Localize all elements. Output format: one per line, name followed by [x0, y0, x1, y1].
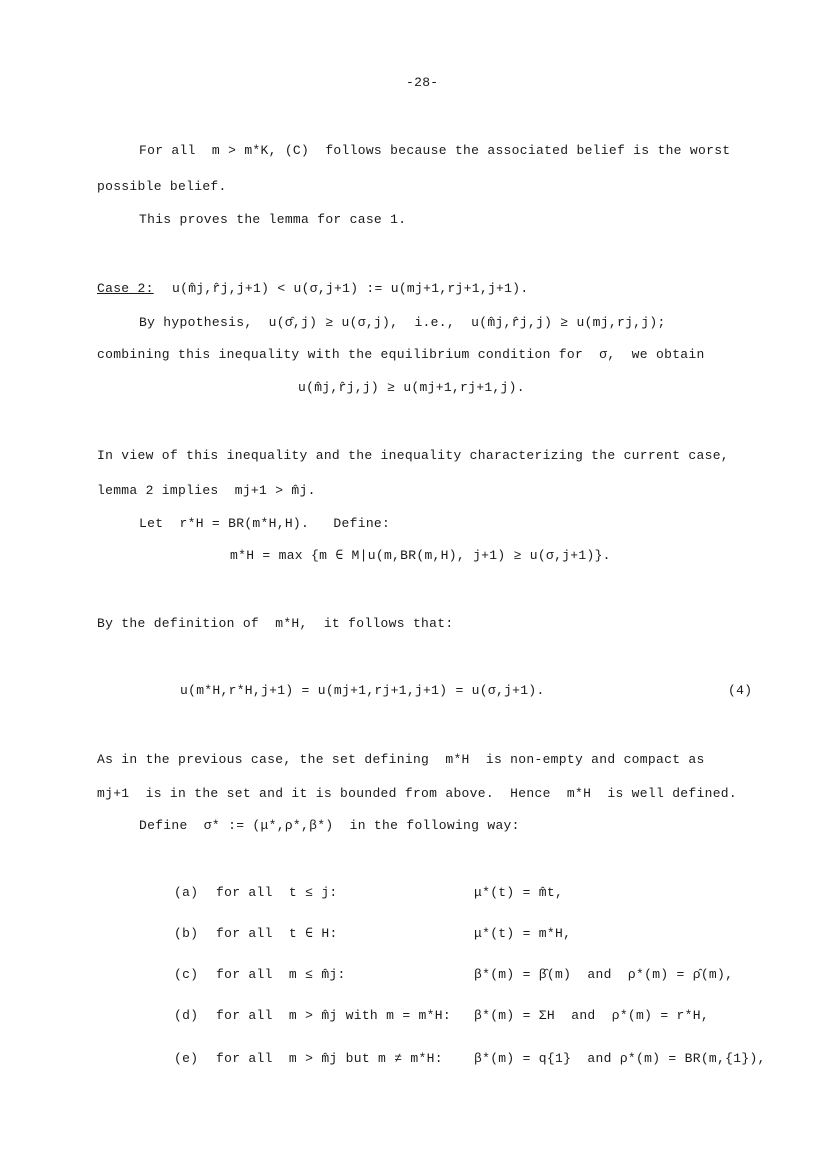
- page-number: -28-: [406, 75, 439, 90]
- text-line: This proves the lemma for case 1.: [139, 212, 407, 227]
- text-line: As in the previous case, the set defining m*H is non-empty and compact as: [97, 752, 705, 767]
- text-line: For all m > m*K, (C) follows because the associated belief is the worst: [139, 143, 731, 158]
- case-heading: Case 2:: [97, 281, 154, 296]
- case-condition: for all t ≤ j:: [216, 885, 338, 900]
- case-condition: for all m > m̂j but m ≠ m*H:: [216, 1051, 443, 1066]
- equation: m*H = max {m ∈ M|u(m,BR(m,H), j+1) ≥ u(σ,j+1)}.: [230, 548, 611, 563]
- case-label: (b): [174, 926, 199, 941]
- equation-number: (4): [728, 683, 753, 698]
- text-line: By the definition of m*H, it follows that:: [97, 616, 454, 631]
- equation: u(m̂j,r̂j,j) ≥ u(mj+1,rj+1,j).: [298, 380, 525, 395]
- case-label: (c): [174, 967, 199, 982]
- case-definition: β*(m) = q{1} and ρ*(m) = BR(m,{1}),: [474, 1051, 766, 1066]
- equation: u(m*H,r*H,j+1) = u(mj+1,rj+1,j+1) = u(σ,j+1).: [180, 683, 545, 698]
- text-line: In view of this inequality and the inequality characterizing the current case,: [97, 448, 729, 463]
- case-definition: μ*(t) = m̂t,: [474, 885, 564, 900]
- text-line: combining this inequality with the equilibrium condition for σ, we obtain: [97, 347, 705, 362]
- case-definition: μ*(t) = m*H,: [474, 926, 572, 941]
- text-line: By hypothesis, u(σ̂,j) ≥ u(σ,j), i.e., u(m̂j,r̂j,j) ≥ u(mj,rj,j);: [139, 315, 666, 330]
- text-line: mj+1 is in the set and it is bounded from above. Hence m*H is well defined.: [97, 786, 737, 801]
- equation: u(m̂j,r̂j,j+1) < u(σ,j+1) := u(mj+1,rj+1,j+1).: [172, 281, 529, 296]
- case-label: (a): [174, 885, 199, 900]
- case-label: (d): [174, 1008, 199, 1023]
- case-condition: for all m ≤ m̂j:: [216, 967, 346, 982]
- case-definition: β*(m) = ΣH and ρ*(m) = r*H,: [474, 1008, 709, 1023]
- case-label: (e): [174, 1051, 199, 1066]
- case-condition: for all m > m̂j with m = m*H:: [216, 1008, 451, 1023]
- case-condition: for all t ∈ H:: [216, 926, 338, 941]
- text-line: Define σ* := (μ*,ρ*,β*) in the following way:: [139, 818, 520, 833]
- case-definition: β*(m) = β̂(m) and ρ*(m) = ρ̂(m),: [474, 967, 734, 982]
- text-line: lemma 2 implies mj+1 > m̂j.: [97, 483, 316, 498]
- text-line: possible belief.: [97, 179, 227, 194]
- text-line: Let r*H = BR(m*H,H). Define:: [139, 516, 391, 531]
